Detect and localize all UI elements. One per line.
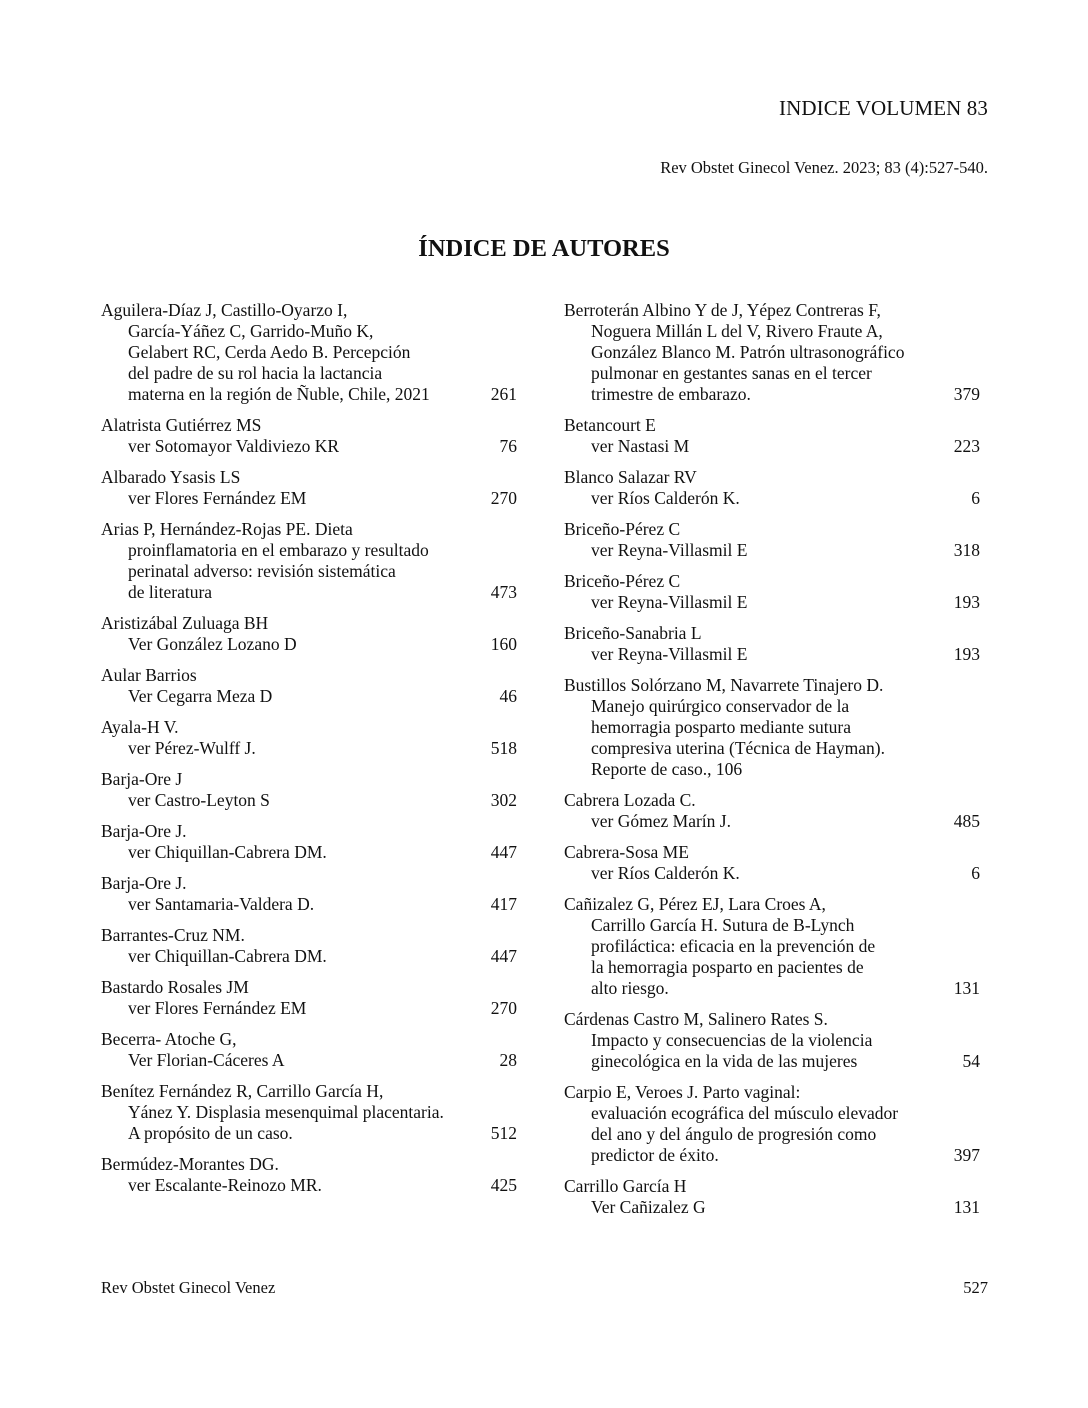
entry-continuation-line: Ver Cegarra Meza D bbox=[128, 686, 273, 706]
entry-author-line: Aular Barrios bbox=[101, 665, 197, 685]
entry-continuation-line: ver Chiquillan-Cabrera DM. bbox=[128, 946, 327, 966]
entry-continuation-line: Ver Cañizalez G bbox=[591, 1197, 706, 1217]
entry-continuation-line: Ver Florian-Cáceres A bbox=[128, 1050, 285, 1070]
entry-page-number: 379 bbox=[953, 384, 980, 404]
entry-continuation-line: Gelabert RC, Cerda Aedo B. Percepción bbox=[128, 342, 411, 362]
entry-page-number: 76 bbox=[499, 436, 517, 456]
index-entry bbox=[564, 790, 980, 832]
index-entry bbox=[101, 665, 517, 707]
entry-author-line: Berroterán Albino Y de J, Yépez Contreras F, bbox=[564, 300, 881, 320]
entry-author-line: Aristizábal Zuluaga BH bbox=[101, 613, 269, 633]
running-head: INDICE VOLUMEN 83 bbox=[779, 96, 988, 120]
index-entry bbox=[564, 842, 980, 884]
entry-page-number: 473 bbox=[490, 582, 517, 602]
entry-page-number: 261 bbox=[490, 384, 517, 404]
entry-author-line: Briceño-Pérez C bbox=[564, 519, 681, 539]
entry-continuation-line: Carrillo García H. Sutura de B-Lynch bbox=[591, 915, 855, 935]
entry-continuation-line: perinatal adverso: revisión sistemática bbox=[128, 561, 396, 581]
entry-continuation-line: evaluación ecográfica del músculo elevador bbox=[591, 1103, 899, 1123]
entry-continuation-line: la hemorragia posparto en pacientes de bbox=[591, 957, 864, 977]
entry-continuation-line: ver Sotomayor Valdiviezo KR bbox=[128, 436, 340, 456]
entry-continuation-line: Impacto y consecuencias de la violencia bbox=[591, 1030, 873, 1050]
index-entry bbox=[564, 623, 980, 665]
entry-author-line: Betancourt E bbox=[564, 415, 656, 435]
index-entry bbox=[564, 415, 980, 457]
entry-page-number: 485 bbox=[953, 811, 980, 831]
entry-continuation-line: hemorragia posparto mediante sutura bbox=[591, 717, 851, 737]
index-entry bbox=[101, 300, 517, 405]
index-entry bbox=[564, 519, 980, 561]
index-entry bbox=[101, 1081, 517, 1144]
entry-author-line: Albarado Ysasis LS bbox=[101, 467, 241, 487]
entry-author-line: Cabrera-Sosa ME bbox=[564, 842, 689, 862]
entry-continuation-line: materna en la región de Ñuble, Chile, 2021 bbox=[128, 384, 430, 404]
entry-author-line: Alatrista Gutiérrez MS bbox=[101, 415, 262, 435]
index-entry bbox=[101, 467, 517, 509]
index-entry bbox=[101, 821, 517, 863]
entry-continuation-line: ver Reyna-Villasmil E bbox=[591, 540, 748, 560]
entry-continuation-line: de literatura bbox=[128, 582, 213, 602]
entry-continuation-line: Yánez Y. Displasia mesenquimal placentaria. bbox=[128, 1102, 444, 1122]
entry-continuation-line: ver Gómez Marín J. bbox=[591, 811, 731, 831]
entry-page-number: 417 bbox=[490, 894, 517, 914]
entry-author-line: Carrillo García H bbox=[564, 1176, 687, 1196]
entry-continuation-line: Noguera Millán L del V, Rivero Fraute A, bbox=[591, 321, 883, 341]
index-entry bbox=[564, 675, 980, 780]
entry-continuation-line: ginecológica en la vida de las mujeres bbox=[591, 1051, 858, 1071]
entry-author-line: Bastardo Rosales JM bbox=[101, 977, 249, 997]
entry-author-line: Barja-Ore J. bbox=[101, 821, 187, 841]
entry-author-line: Blanco Salazar RV bbox=[564, 467, 697, 487]
index-entry bbox=[564, 1009, 980, 1072]
entry-continuation-line: González Blanco M. Patrón ultrasonográfico bbox=[591, 342, 905, 362]
entry-author-line: Arias P, Hernández-Rojas PE. Dieta bbox=[101, 519, 353, 539]
entry-page-number: 28 bbox=[499, 1050, 517, 1070]
entry-author-line: Bustillos Solórzano M, Navarrete Tinajero D. bbox=[564, 675, 884, 695]
entry-author-line: Barja-Ore J. bbox=[101, 873, 187, 893]
entry-page-number: 447 bbox=[490, 842, 517, 862]
entry-page-number: 160 bbox=[490, 634, 517, 654]
entry-continuation-line: del padre de su rol hacia la lactancia bbox=[128, 363, 383, 383]
right-column bbox=[564, 300, 980, 1228]
entry-continuation-line: ver Santamaria-Valdera D. bbox=[128, 894, 315, 914]
entry-continuation-line: A propósito de un caso. bbox=[128, 1123, 293, 1143]
entry-page-number: 270 bbox=[490, 998, 517, 1018]
entry-author-line: Carpio E, Veroes J. Parto vaginal: bbox=[564, 1082, 801, 1102]
index-entry bbox=[564, 1082, 980, 1166]
entry-continuation-line: Manejo quirúrgico conservador de la bbox=[591, 696, 850, 716]
entry-author-line: Cabrera Lozada C. bbox=[564, 790, 696, 810]
entry-continuation-line: compresiva uterina (Técnica de Hayman). bbox=[591, 738, 885, 758]
entry-continuation-line: predictor de éxito. bbox=[591, 1145, 719, 1165]
entry-continuation-line: ver Reyna-Villasmil E bbox=[591, 644, 748, 664]
entry-author-line: Ayala-H V. bbox=[101, 717, 179, 737]
index-entry bbox=[564, 894, 980, 999]
entry-continuation-line: ver Reyna-Villasmil E bbox=[591, 592, 748, 612]
entry-page-number: 131 bbox=[953, 978, 980, 998]
entry-continuation-line: ver Flores Fernández EM bbox=[128, 998, 307, 1018]
entry-continuation-line: ver Flores Fernández EM bbox=[128, 488, 307, 508]
index-entry bbox=[101, 519, 517, 603]
entry-continuation-line: alto riesgo. bbox=[591, 978, 669, 998]
entry-page-number: 6 bbox=[971, 863, 980, 883]
entry-continuation-line: Reporte de caso., 106 bbox=[591, 759, 743, 779]
entry-page-number: 46 bbox=[499, 686, 517, 706]
entry-page-number: 270 bbox=[490, 488, 517, 508]
entry-page-number: 302 bbox=[490, 790, 517, 810]
entry-page-number: 193 bbox=[953, 644, 980, 664]
index-entry bbox=[564, 300, 980, 405]
index-entry bbox=[564, 571, 980, 613]
entry-page-number: 512 bbox=[490, 1123, 517, 1143]
entry-author-line: Briceño-Pérez C bbox=[564, 571, 681, 591]
entry-continuation-line: ver Nastasi M bbox=[591, 436, 690, 456]
entry-page-number: 193 bbox=[953, 592, 980, 612]
entry-continuation-line: del ano y del ángulo de progresión como bbox=[591, 1124, 877, 1144]
index-entry bbox=[101, 415, 517, 457]
entry-continuation-line: Ver González Lozano D bbox=[128, 634, 297, 654]
index-entry bbox=[101, 769, 517, 811]
entry-continuation-line: ver Ríos Calderón K. bbox=[591, 863, 740, 883]
footer-page-number: 527 bbox=[963, 1278, 988, 1297]
entry-continuation-line: proinflamatoria en el embarazo y resultado bbox=[128, 540, 429, 560]
entry-continuation-line: ver Chiquillan-Cabrera DM. bbox=[128, 842, 327, 862]
entry-continuation-line: pulmonar en gestantes sanas en el tercer bbox=[591, 363, 872, 383]
entry-continuation-line: ver Pérez-Wulff J. bbox=[128, 738, 256, 758]
index-entry bbox=[101, 925, 517, 967]
entry-continuation-line: profiláctica: eficacia en la prevención de bbox=[591, 936, 876, 956]
entry-page-number: 518 bbox=[490, 738, 517, 758]
entry-author-line: Briceño-Sanabria L bbox=[564, 623, 702, 643]
entry-author-line: Barja-Ore J bbox=[101, 769, 183, 789]
footer-journal: Rev Obstet Ginecol Venez bbox=[101, 1278, 276, 1297]
entry-continuation-line: ver Castro-Leyton S bbox=[128, 790, 270, 810]
entry-author-line: Cárdenas Castro M, Salinero Rates S. bbox=[564, 1009, 828, 1029]
index-entry bbox=[101, 1029, 517, 1071]
entry-page-number: 54 bbox=[962, 1051, 980, 1071]
entry-author-line: Aguilera-Díaz J, Castillo-Oyarzo I, bbox=[101, 300, 348, 320]
entry-page-number: 131 bbox=[953, 1197, 980, 1217]
entry-page-number: 397 bbox=[953, 1145, 980, 1165]
entry-continuation-line: ver Escalante-Reinozo MR. bbox=[128, 1175, 322, 1195]
entry-author-line: Benítez Fernández R, Carrillo García H, bbox=[101, 1081, 384, 1101]
index-entry bbox=[564, 1176, 980, 1218]
left-column bbox=[101, 300, 517, 1206]
index-entry bbox=[101, 873, 517, 915]
entry-continuation-line: García-Yáñez C, Garrido-Muño K, bbox=[128, 321, 374, 341]
entry-continuation-line: trimestre de embarazo. bbox=[591, 384, 751, 404]
index-entry bbox=[101, 717, 517, 759]
index-entry bbox=[101, 1154, 517, 1196]
citation: Rev Obstet Ginecol Venez. 2023; 83 (4):527-540. bbox=[660, 158, 988, 177]
index-entry bbox=[101, 977, 517, 1019]
entry-page-number: 6 bbox=[971, 488, 980, 508]
entry-page-number: 223 bbox=[953, 436, 980, 456]
entry-continuation-line: ver Ríos Calderón K. bbox=[591, 488, 740, 508]
entry-author-line: Barrantes-Cruz NM. bbox=[101, 925, 245, 945]
page-title: ÍNDICE DE AUTORES bbox=[418, 235, 670, 262]
entry-author-line: Becerra- Atoche G, bbox=[101, 1029, 237, 1049]
index-entry bbox=[564, 467, 980, 509]
entry-author-line: Bermúdez-Morantes DG. bbox=[101, 1154, 279, 1174]
entry-author-line: Cañizalez G, Pérez EJ, Lara Croes A, bbox=[564, 894, 826, 914]
entry-page-number: 318 bbox=[953, 540, 980, 560]
entry-page-number: 425 bbox=[490, 1175, 517, 1195]
entry-page-number: 447 bbox=[490, 946, 517, 966]
index-entry bbox=[101, 613, 517, 655]
